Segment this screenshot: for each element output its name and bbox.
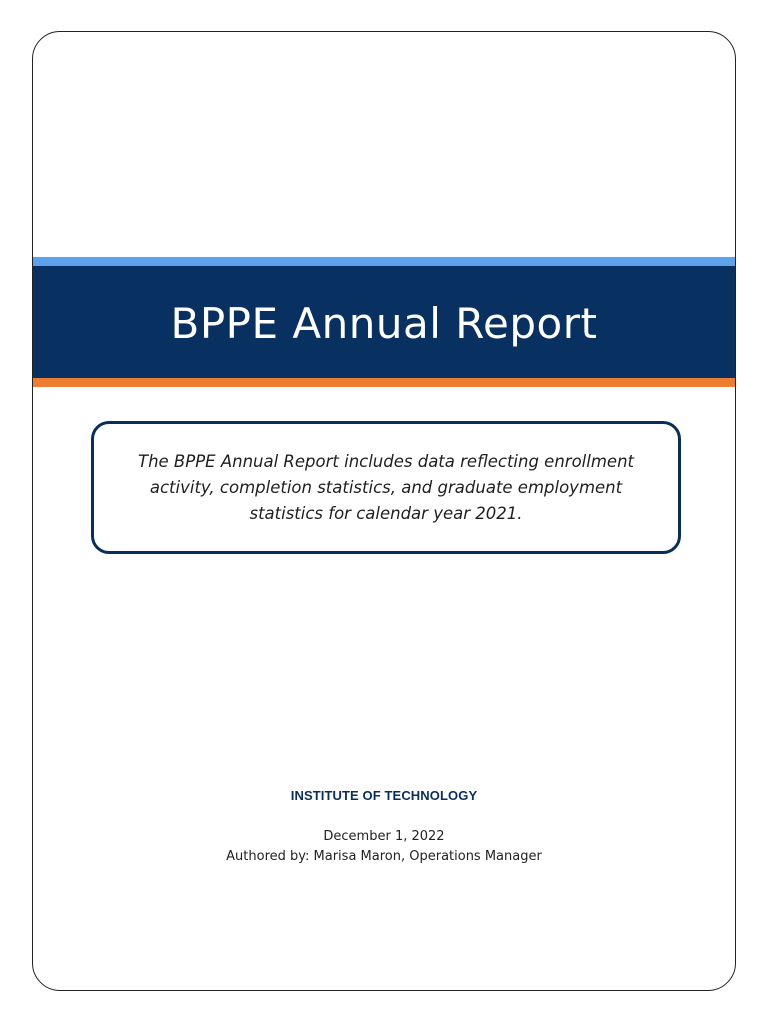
light-blue-stripe (33, 257, 735, 266)
report-cover-page (32, 31, 736, 991)
author-line: Authored by: Marisa Maron, Operations Manager (226, 849, 542, 864)
report-title: BPPE Annual Report (170, 298, 598, 348)
title-band (33, 266, 735, 378)
summary-text: The BPPE Annual Report includes data reflecting enrollment activity, completion statistics, and graduate employment statistics for calendar year 2021. (138, 451, 634, 523)
organization-name: INSTITUTE OF TECHNOLOGY (290, 788, 478, 803)
summary-box (91, 421, 681, 554)
orange-stripe (33, 378, 735, 387)
report-date: December 1, 2022 (323, 829, 445, 844)
